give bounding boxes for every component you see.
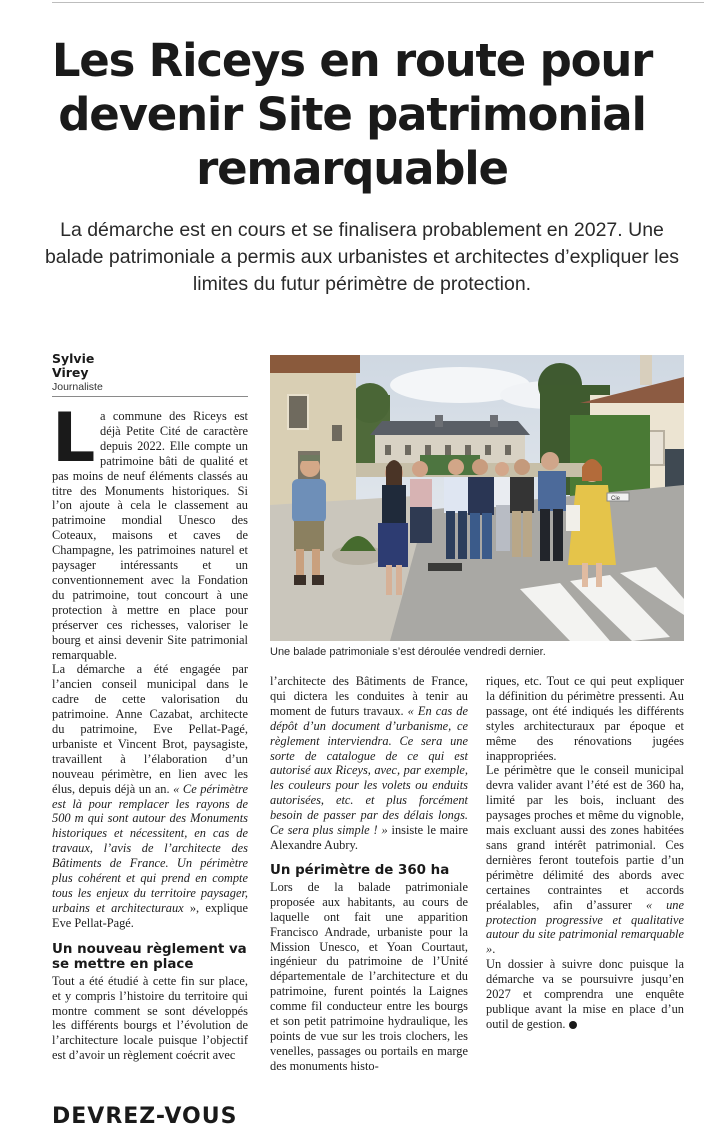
article-column-2 [270, 674, 468, 1074]
photo-caption: Une balade patrimoniale s’est déroulée vendredi dernier. [270, 646, 546, 658]
paragraph-text: Un dossier à suivre donc puisque la démarche va se poursuivre jusqu’en 2027 et comprendra une enquête publique avant la mise en place d’un outil de gestion. [486, 957, 684, 1031]
author-block [52, 352, 248, 397]
quote-text: « une protection progressive et qualitative autour du site patrimonial remarquable » [486, 897, 684, 957]
article-headline: Les Riceys en route pour devenir Site patrimonial remarquable [51, 34, 653, 195]
paragraph [486, 957, 684, 1032]
paragraph [52, 974, 248, 1063]
quote-text: « En cas de dépôt d’un document d’urbanisme, ce règlement interviendra. Ce sera une sorte de catalogue de ce qui est autorisé aux Riceys, avec, par exemple, les couleurs pour les volets ou enduits autorisées, etc. et plus forcément besoin de passer par des délais longs. Ce sera plus simple ! » [270, 703, 468, 838]
paragraph [270, 880, 468, 1074]
article-column-3 [486, 674, 684, 1032]
end-mark-icon [569, 1021, 577, 1029]
paragraph-text: . [492, 942, 496, 957]
photo-walking-tour-group [270, 355, 684, 641]
author-role: Journaliste [52, 381, 103, 393]
paragraph-text: », explique Eve Pellat-Pagé. [52, 900, 248, 930]
article-column-1 [52, 399, 248, 1063]
article-chapo: La démarche est en cours et se finalisera probablement en 2027. Une balade patrimoniale a permis aux urbanistes et architectes d’expliquer les limites du futur périmètre de protection. [44, 219, 680, 295]
drop-cap: L [52, 399, 96, 478]
paragraph-text: La démarche a été engagée par l’ancien conseil municipal dans le cadre de cette valorisation du patrimoine. Anne Cazabat, architecte du patrimoine, Eve Pellat-Pagé, urbaniste et Vincent Brot, paysagiste, travaillent à l’élaboration d’un nouveau périmètre, en lien avec les élus, depuis déjà un an. [52, 662, 248, 796]
paragraph [486, 674, 684, 763]
paragraph [486, 763, 684, 957]
author-first-name: Sylvie [52, 351, 95, 366]
paragraph-text: insiste le maire Alexandre Aubry. [270, 823, 469, 852]
subheading: Un périmètre de 360 ha [270, 862, 450, 878]
next-article-heading-cut [52, 1104, 238, 1129]
quote-text: « Ce périmètre est là pour remplacer les rayons de 500 m qui sont autour des Monuments historiques et nécessitent, en cas de travaux, l’avis de l’architecte des Bâtiments de France. Un périmètre plus cohérent et qui prend en compte tous les enjeux du territoire paysager, urbains et architecturaux [52, 781, 248, 915]
next-heading-text: DEVREZ-VOUS [52, 1104, 238, 1129]
subheading: Un nouveau règlement va se mettre en place [52, 941, 247, 972]
author-last-name: Virey [52, 365, 89, 380]
paragraph-text: riques, etc. Tout ce qui peut expliquer la définition du périmètre pressenti. Au passage, ont été indiqués les différents styles architecturaux par époque et même des rénovations jugées inappropriées. [486, 674, 684, 763]
paragraph [270, 674, 468, 853]
paragraph-text: Le périmètre que le conseil municipal devra valider avant l’été est de 360 ha, limité par les bois, incluant des paysages proches et même du vignoble, mais excluant aussi des zones habitées sans grand intérêt patrimonial. Ces dernières feront toutefois partie d’un périmètre délimité des abords avec certaines contraintes et accords préalables, afin d’assurer [486, 763, 684, 912]
sign-text: Cie [611, 496, 621, 502]
paragraph-text: l’architecte des Bâtiments de France, qui dictera les conduites à tenir au moment de futurs travaux. [270, 674, 468, 718]
article-photo [270, 355, 684, 641]
paragraph-text: Lors de la balade patrimoniale proposée aux habitants, au cours de laquelle ont fait une apparition Francisco Andrade, urbaniste pour la Mission Unesco, et Yoan Courtaut, ingénieur du patrimoine de l’Unité départementale de l’architecture et du patrimoine, furent pointés la Laignes comme fil conducteur entre les bourgs et son petit patrimoine hydraulique, les points de vue sur les trois clochers, les venelles, passages ou portails en marge des monuments histo- [270, 879, 468, 1073]
paragraph-text: a commune des Riceys est déjà Petite Cité de caractère depuis 2022. Elle compte un patrimoine bâti de qualité et pas moins de neuf éléments classés au titre des Monuments historiques. Si l’on ajoute à cela le classement au patrimoine mondial Unesco des Coteaux, maisons et caves de Champagne, les patrimoines naturel et paysager intéressants et un conventionnement avec la Fondation du patrimoine, tout concourt à une protection à mettre en place pour préserver ces richesses, valoriser le bourg et ainsi devenir Site patrimonial remarquable. [52, 409, 248, 662]
paragraph [52, 662, 248, 930]
top-rule [52, 2, 704, 3]
paragraph-text: Tout a été étudié à cette fin sur place, et y compris l’histoire du territoire qui montre comment se sont développés les différents bourgs et l’évolution de l’architecture locale puisque l’objectif est d’avoir un règlement coécrit avec [52, 973, 248, 1063]
paragraph [52, 399, 248, 662]
